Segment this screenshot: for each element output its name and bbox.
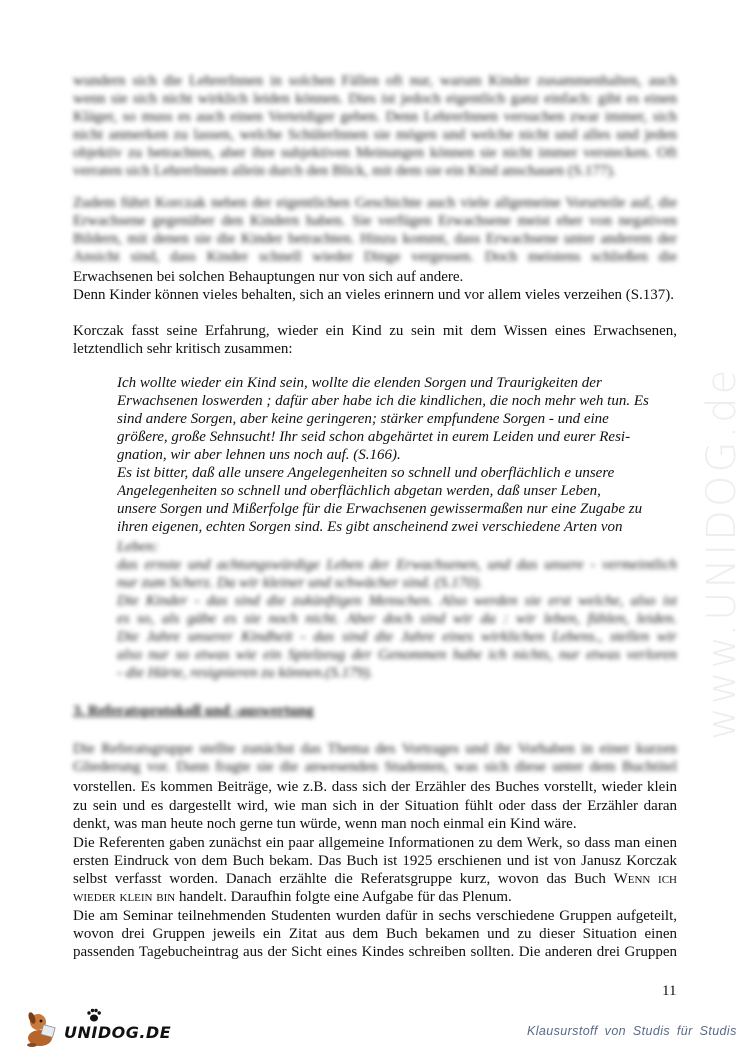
text-line: wundern sich die LehrerInnen in solchen Fällen oft nur, warum Kinder zusammenhalten, auch <box>73 73 677 89</box>
logo-text: UNIDOG.DE <box>64 1023 172 1042</box>
watermark: www.UNIDOG.de <box>699 366 745 740</box>
paragraph-6 <box>73 907 677 961</box>
quote-line: Es ist bitter, daß alle unsere Angelegenheiten so schnell und oberflächlich e unsere <box>117 465 615 481</box>
quote-line: - die Härte, resignieren zu können.(S.179). <box>117 665 373 681</box>
page-number: 11 <box>662 983 677 999</box>
text-line: letztendlich sehr kritisch zusammen: <box>73 341 293 357</box>
text-line: Denn Kinder können vieles behalten, sich an vieles erinnern und vor allem vieles verzeihen (S.137). <box>73 287 675 303</box>
quote-line: Die Jahre unserer Kindheit - das sind die Jahre eines wirklichen Lebens., stellen wir <box>117 629 677 645</box>
quote-line: Erwachsenen loswerden ; dafür aber habe ich die kindlichen, die noch mehr weh tun. Es <box>117 393 649 409</box>
text-line: wovon drei Gruppen jeweils ein Zitat aus dem Buch bekamen und zu dieser Situation einen <box>73 926 677 942</box>
quote-line: nur zum Scherz. Da wir kleiner und schwächer sind. (S.170). <box>117 575 483 591</box>
dog-icon <box>22 1008 62 1048</box>
block-quote <box>117 374 677 536</box>
blurred-block-quote <box>117 538 677 682</box>
text-line: wenn sie sich nicht wirklich leiden können. Dies ist jedoch eigentlich ganz einfach: gibt es einen <box>73 91 677 107</box>
text-line: passenden Tagebucheintrag aus der Sicht eines Kindes schreiben sollten. Die anderen drei Gruppen <box>73 944 677 960</box>
footer-tagline: Klausurstoff von Studis für Studis <box>527 1024 737 1038</box>
paragraph-4 <box>73 797 677 833</box>
paw-icon <box>86 1008 102 1022</box>
text-line: ersten Eindruck von dem Buch bekam. Das Buch ist 1925 erschienen und ist von Janusz Korczak <box>73 853 677 869</box>
book-title: Wenn ich <box>613 871 677 887</box>
unidog-logo[interactable] <box>22 1008 172 1048</box>
text-fragment: selbst verfasst worden. Danach erzählte die Referatsgruppe kurz, wovon das Buch <box>73 871 606 887</box>
text-line <box>73 888 677 906</box>
text-line: nicht anmerken zu lassen, welche SchülerInnen sie mögen und welche nicht und alles und jeden <box>73 127 677 143</box>
quote-line: Ich wollte wieder ein Kind sein, wollte die elenden Sorgen und Traurigkeiten der <box>117 375 602 391</box>
partial-line <box>73 778 677 796</box>
text-fragment: handelt. Daraufhin folgte eine Aufgabe für das Plenum. <box>175 889 512 905</box>
text-line: verraten sich LehrerInnen allein durch den Blick, mit dem sie ein Kind anschauen (S.177). <box>73 163 617 179</box>
text-line: Erwachsenen bei solchen Behauptungen nur von sich auf andere. <box>73 269 464 285</box>
text-line: Die Referatsgruppe stellte zunächst das Thema des Vortrages und ihr Vorhaben in einer kurzen <box>73 741 677 757</box>
text-line: Gliederung vor. Dann fragte sie die anwesenden Studenten, was sich diese unter dem Buchtitel <box>73 759 677 775</box>
quote-line: das ernste und achtungswürdige Leben der Erwachsenen, und das unsere - vermeintlich <box>117 557 677 573</box>
quote-line: ihren eigenen, echten Sorgen sind. Es gibt anscheinend zwei verschiedene Arten von <box>117 519 623 535</box>
text-line: Die Referenten gaben zunächst ein paar allgemeine Informationen zu dem Werk, so dass man einen <box>73 835 677 851</box>
text-line: Erwachsene gegenüber den Kindern haben. Sie verfügen Erwachsene meist eher von negativen <box>73 213 677 229</box>
book-title: wieder klein bin <box>73 889 176 905</box>
quote-line: Leben: <box>117 539 159 555</box>
quote-line: gnation, wir aber lehnen uns noch auf. (S.166). <box>117 447 401 463</box>
quote-line: Die Kinder - das sind die zukünftigen Menschen. Also werden sie erst welche, also ist <box>117 593 677 609</box>
paragraph-2 <box>73 268 677 304</box>
blurred-paragraph-2 <box>73 194 677 266</box>
text-line: Bildern, mit denen sie die Kinder betrachten. Hinzu kommt, dass Erwachsene unter anderem der <box>73 231 677 247</box>
quote-line: unsere Sorgen und Mißerfolge für die Erwachsenen gewissermaßen nur eine Zugabe zu <box>117 501 643 517</box>
paragraph-5 <box>73 834 677 906</box>
blurred-paragraph-1 <box>73 72 677 180</box>
text-line: Kläger, so muss es auch einen Verteidiger geben. Denn LehrerInnen versuchen zwar immer, sich <box>73 109 677 125</box>
text-line: Korczak fasst seine Erfahrung, wieder ein Kind zu sein mit dem Wissen eines Erwachsenen, <box>73 323 677 339</box>
quote-line: also nur so etwas wie ein Spielzeug der Genommen habe ich nichts, nur etwas verloren <box>117 647 677 663</box>
text-line <box>73 870 677 888</box>
blurred-paragraph-4 <box>73 740 677 776</box>
text-line: zu sein und es dargestellt wird, wie man sich in der Situation fühlt oder dass der Erzähler daran <box>73 798 677 814</box>
text-line: Ansicht sind, dass Kinder schnell wieder Dinge vergessen. Doch meistens schließen die <box>73 249 677 265</box>
text-line: denkt, was man heute noch gerne tun würde, wenn man noch einmal ein Kind wäre. <box>73 816 577 832</box>
quote-line: größere, große Sehnsucht! Ihr seid schon abgehärtet in eurem Leiden und eurer Resi- <box>117 429 631 445</box>
text-line: objektiv zu betrachten, aber ihre subjektiven Meinungen können sie nicht immer verstecken. Oft <box>73 145 677 161</box>
text-line: Die am Seminar teilnehmenden Studenten wurden dafür in sechs verschiedene Gruppen aufgeteilt, <box>73 908 677 924</box>
quote-line: sind andere Sorgen, aber keine geringeren; stärker empfundene Sorgen - und eine <box>117 411 609 427</box>
text-line: vorstellen. Es kommen Beiträge, wie z.B. dass sich der Erzähler des Buches vorstellt, wieder klein <box>73 779 677 795</box>
quote-line: Angelegenheiten so schnell und oberflächlich abgetan werden, daß unser Leben, <box>117 483 601 499</box>
paragraph-3 <box>73 322 677 358</box>
section-heading: 3. Referatsprotokoll und -auswertung <box>73 703 314 719</box>
quote-line: es so, als gäbe es sie noch nicht. Aber doch sind wir da : wir leben, fühlen, leiden. <box>117 611 677 627</box>
text-line: Zudem führt Korczak neben der eigentlichen Geschichte auch viele allgemeine Vorurteile auf, die <box>73 195 677 211</box>
